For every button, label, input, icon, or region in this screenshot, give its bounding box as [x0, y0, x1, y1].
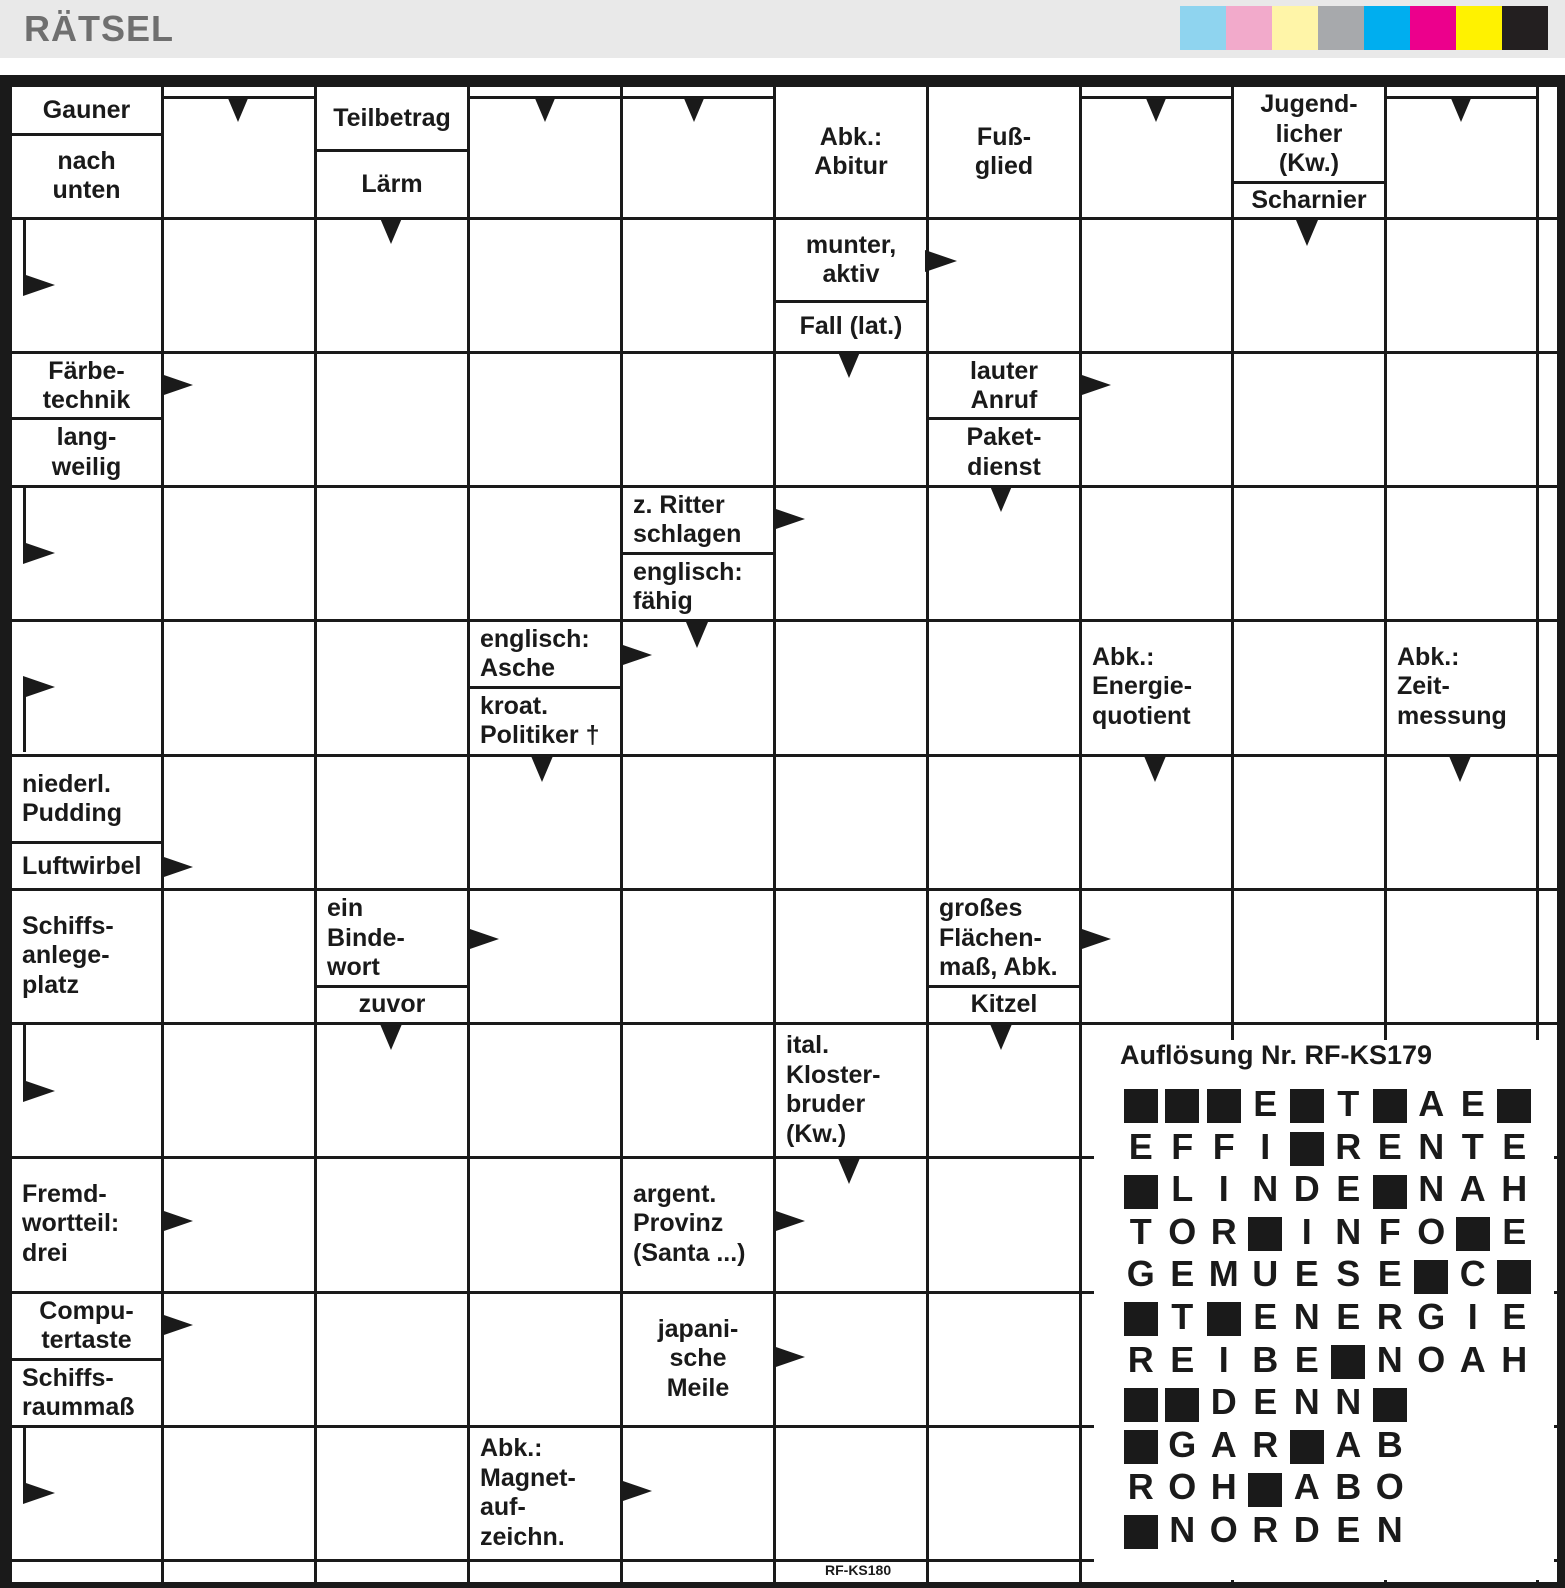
solution-letter: E: [1460, 1083, 1485, 1124]
solution-letter: E: [1294, 1338, 1319, 1380]
solution-row: [1120, 1297, 1535, 1337]
clue-lauter_anruf: lauter Anruf: [969, 356, 1039, 414]
clue-zuvor: zuvor: [358, 990, 426, 1019]
clue-divider: [9, 1358, 164, 1361]
arrow-right-icon: [773, 508, 805, 530]
solution-letter: N: [1418, 1168, 1445, 1210]
solution-block: [1245, 1467, 1287, 1507]
clue-klosterbruder: ital. Kloster- bruder (Kw.): [786, 1031, 881, 1148]
clue-divider: [9, 417, 164, 420]
solution-block: [1452, 1212, 1494, 1252]
color-swatch: [1272, 6, 1318, 50]
solution-letter: G: [1126, 1253, 1155, 1295]
clue-divider: [926, 985, 1082, 988]
clue-munter: munter, aktiv: [805, 230, 897, 288]
flag-pole: [23, 1428, 26, 1502]
solution-letter: H: [1501, 1168, 1528, 1210]
solution-letter: N: [1418, 1125, 1445, 1167]
clue-fremdwortteil: Fremd- wortteil: drei: [22, 1179, 120, 1267]
solution-letter: E: [1253, 1083, 1278, 1124]
solution-letter: T: [1171, 1296, 1194, 1337]
solution-letter: D: [1293, 1509, 1320, 1550]
solution-letter: C: [1459, 1253, 1486, 1295]
grid-line-horizontal: [9, 485, 1557, 488]
solution-letter: D: [1293, 1168, 1320, 1210]
clue-gauner: Gauner: [42, 96, 131, 125]
solution-letter: A: [1459, 1338, 1486, 1380]
solution-letter: E: [1253, 1296, 1278, 1337]
clue-pudding: niederl. Pudding: [22, 769, 122, 827]
solution-letter: I: [1218, 1168, 1229, 1210]
solution-block: [1203, 1084, 1245, 1124]
solution-letter: E: [1294, 1253, 1319, 1295]
solution-letter: T: [1337, 1083, 1360, 1124]
arrow-down-icon: [990, 1024, 1012, 1050]
arrow-right-icon: [773, 1210, 805, 1232]
solution-letter: O: [1168, 1210, 1197, 1252]
solution-title: Auflösung Nr. RF-KS179: [1120, 1040, 1433, 1070]
arrow-right-icon: [161, 1210, 193, 1232]
solution-letter: A: [1335, 1423, 1362, 1465]
solution-letter: S: [1336, 1253, 1361, 1295]
solution-block: [1494, 1084, 1536, 1124]
color-swatch: [1180, 6, 1226, 50]
solution-letter: D: [1210, 1381, 1237, 1423]
solution-letter: N: [1376, 1509, 1403, 1550]
solution-block: [1411, 1254, 1453, 1294]
solution-letter: O: [1209, 1509, 1238, 1550]
solution-letter: N: [1293, 1296, 1320, 1337]
arrow-right-icon: [23, 1080, 55, 1102]
clue-laerm: Lärm: [361, 170, 423, 199]
solution-letter: N: [1376, 1338, 1403, 1380]
solution-letter: O: [1417, 1210, 1446, 1252]
clue-flaechenmass: großes Flächen- maß, Abk.: [939, 894, 1058, 982]
arrow-right-icon: [620, 644, 652, 666]
arrow-down-icon: [838, 352, 860, 378]
solution-letter: A: [1459, 1168, 1486, 1210]
flag-pole: [23, 488, 26, 561]
clue-ritter: z. Ritter schlagen: [633, 490, 742, 548]
solution-block: [1120, 1425, 1162, 1465]
clue-energiequotient: Abk.: Energie- quotient: [1092, 642, 1193, 730]
clue-asche: englisch: Asche: [480, 624, 590, 682]
solution-row: [1120, 1212, 1535, 1252]
arrow-down-icon: [686, 622, 708, 648]
clue-kitzel: Kitzel: [970, 990, 1038, 1019]
clue-schiffsanlegeplatz: Schiffs- anlege- platz: [22, 911, 114, 999]
solution-letter: E: [1502, 1296, 1527, 1337]
arrow-right-icon: [161, 374, 193, 396]
arrow-down-icon: [683, 96, 705, 122]
solution-row: [1120, 1340, 1535, 1380]
solution-letter: T: [1461, 1125, 1484, 1167]
clue-abk_abitur: Abk.: Abitur: [814, 122, 888, 180]
clue-fussglied: Fuß- glied: [974, 122, 1034, 180]
arrow-right-icon: [161, 1314, 193, 1336]
solution-row: [1120, 1510, 1411, 1550]
solution-block: [1494, 1254, 1536, 1294]
clue-divider: [773, 300, 929, 303]
clue-fall_lat: Fall (lat.): [799, 312, 903, 341]
color-swatch: [1226, 6, 1272, 50]
solution-letter: N: [1293, 1381, 1320, 1423]
solution-letter: R: [1252, 1423, 1279, 1465]
solution-block: [1286, 1127, 1328, 1167]
clue-computertaste: Compu- tertaste: [39, 1296, 134, 1354]
solution-letter: R: [1210, 1210, 1237, 1252]
solution-block: [1120, 1382, 1162, 1422]
grid-line-horizontal: [9, 619, 1557, 622]
solution-row: [1120, 1127, 1535, 1167]
solution-block: [1120, 1297, 1162, 1337]
arrow-down-icon: [1449, 756, 1471, 782]
clue-divider: [1231, 181, 1387, 184]
arrow-right-icon: [1079, 928, 1111, 950]
solution-letter: A: [1418, 1083, 1445, 1124]
solution-block: [1369, 1169, 1411, 1209]
solution-letter: I: [1467, 1296, 1478, 1337]
solution-letter: E: [1502, 1210, 1527, 1252]
arrow-right-icon: [161, 856, 193, 878]
solution-row: [1120, 1425, 1411, 1465]
arrow-down-icon: [380, 218, 402, 244]
clue-divider: [620, 552, 776, 555]
arrow-down-icon: [531, 756, 553, 782]
arrow-down-icon: [1296, 220, 1318, 246]
color-swatch: [1318, 6, 1364, 50]
solution-letter: E: [1336, 1296, 1361, 1337]
clue-schiffsraummass: Schiffs- raummaß: [22, 1363, 135, 1421]
solution-letter: U: [1252, 1253, 1279, 1295]
clue-kroat: kroat. Politiker †: [480, 691, 600, 749]
color-swatches: [1180, 6, 1548, 50]
solution-letter: E: [1377, 1125, 1402, 1167]
solution-block: [1286, 1084, 1328, 1124]
solution-letter: L: [1171, 1168, 1194, 1210]
solution-block: [1120, 1084, 1162, 1124]
solution-letter: O: [1375, 1466, 1404, 1508]
clue-jugendlicher: Jugend- licher (Kw.): [1260, 90, 1358, 178]
arrow-right-icon: [23, 542, 55, 564]
solution-row: [1120, 1169, 1535, 1209]
solution-block: [1245, 1212, 1287, 1252]
solution-letter: E: [1377, 1253, 1402, 1295]
arrow-down-icon: [990, 486, 1012, 512]
grid-line-horizontal: [9, 351, 1557, 354]
solution-letter: F: [1378, 1210, 1401, 1252]
color-swatch: [1502, 6, 1548, 50]
clue-scharnier: Scharnier: [1251, 186, 1367, 215]
solution-letter: N: [1169, 1509, 1196, 1550]
solution-letter: O: [1168, 1466, 1197, 1508]
clue-divider: [9, 841, 164, 844]
arrow-right-icon: [773, 1346, 805, 1368]
clue-divider: [926, 417, 1082, 420]
solution-letter: R: [1335, 1125, 1362, 1167]
solution-row: [1120, 1382, 1411, 1422]
solution-letter: F: [1212, 1125, 1235, 1167]
clue-paketdienst: Paket- dienst: [966, 423, 1042, 481]
arrow-right-icon: [1079, 374, 1111, 396]
solution-letter: F: [1171, 1125, 1194, 1167]
clue-magnet: Abk.: Magnet- auf- zeichn.: [480, 1434, 576, 1551]
clue-bindewort: ein Binde- wort: [327, 894, 405, 982]
solution-block: [1328, 1340, 1370, 1380]
solution-block: [1120, 1169, 1162, 1209]
clue-divider: [314, 149, 470, 152]
solution-letter: I: [1218, 1338, 1229, 1380]
solution-block: [1369, 1382, 1411, 1422]
solution-letter: R: [1127, 1466, 1154, 1508]
puzzle-code: RF-KS180: [825, 1562, 892, 1578]
clue-langweilig: lang- weilig: [51, 423, 122, 481]
solution-letter: M: [1208, 1253, 1239, 1295]
flag-pole: [23, 678, 26, 752]
solution-block: [1286, 1425, 1328, 1465]
solution-letter: R: [1127, 1338, 1154, 1380]
solution-letter: O: [1417, 1338, 1446, 1380]
grid-line-horizontal: [9, 888, 1557, 891]
solution-block: [1162, 1382, 1204, 1422]
clue-provinz: argent. Provinz (Santa ...): [633, 1179, 746, 1267]
solution-box: [1094, 1040, 1554, 1580]
header-bar: [0, 0, 1565, 58]
flag-pole: [23, 1024, 26, 1098]
solution-block: [1203, 1297, 1245, 1337]
solution-letter: E: [1253, 1381, 1278, 1423]
clue-luftwirbel: Luftwirbel: [22, 851, 142, 880]
solution-letter: B: [1252, 1338, 1279, 1380]
solution-letter: N: [1252, 1168, 1279, 1210]
clue-meile: japani- sche Meile: [657, 1314, 739, 1402]
arrow-down-icon: [838, 1158, 860, 1184]
color-swatch: [1410, 6, 1456, 50]
clue-divider: [314, 985, 470, 988]
arrow-down-icon: [227, 96, 249, 122]
solution-letter: E: [1336, 1168, 1361, 1210]
solution-letter: A: [1293, 1466, 1320, 1508]
solution-letter: I: [1260, 1125, 1271, 1167]
arrow-right-icon: [925, 250, 957, 272]
arrow-right-icon: [467, 928, 499, 950]
solution-letter: H: [1210, 1466, 1237, 1508]
solution-letter: T: [1129, 1210, 1152, 1252]
solution-letter: B: [1376, 1423, 1403, 1465]
page-title: RÄTSEL: [24, 8, 174, 49]
solution-letter: E: [1170, 1338, 1195, 1380]
arrow-down-icon: [534, 96, 556, 122]
grid-line-vertical: [467, 84, 470, 1582]
solution-letter: E: [1170, 1253, 1195, 1295]
arrow-down-icon: [1450, 96, 1472, 122]
solution-letter: R: [1376, 1296, 1403, 1337]
grid-line-vertical: [1079, 84, 1082, 1582]
arrow-right-icon: [23, 676, 55, 698]
solution-letter: E: [1336, 1509, 1361, 1550]
solution-letter: R: [1252, 1509, 1279, 1550]
solution-letter: E: [1502, 1125, 1527, 1167]
arrow-right-icon: [23, 1482, 55, 1504]
clue-teilbetrag: Teilbetrag: [333, 104, 451, 133]
color-swatch: [1364, 6, 1410, 50]
clue-zeitmessung: Abk.: Zeit- messung: [1397, 642, 1507, 730]
clue-divider: [467, 686, 623, 689]
clue-faehig: englisch: fähig: [633, 557, 743, 615]
clue-divider: [9, 133, 164, 136]
solution-letter: B: [1335, 1466, 1362, 1508]
solution-letter: G: [1417, 1296, 1446, 1337]
clue-faerbetechnik: Färbe- technik: [42, 356, 131, 414]
arrow-down-icon: [380, 1024, 402, 1050]
solution-letter: N: [1335, 1210, 1362, 1252]
solution-block: [1162, 1084, 1204, 1124]
solution-letter: A: [1210, 1423, 1237, 1465]
solution-block: [1369, 1084, 1411, 1124]
solution-row: [1120, 1084, 1535, 1124]
arrow-right-icon: [620, 1480, 652, 1502]
solution-letter: G: [1168, 1423, 1197, 1465]
solution-letter: I: [1301, 1210, 1312, 1252]
grid-line-vertical: [314, 84, 317, 1582]
flag-pole: [23, 220, 26, 293]
arrow-down-icon: [1145, 96, 1167, 122]
solution-letter: N: [1335, 1381, 1362, 1423]
solution-row: [1120, 1254, 1535, 1294]
grid-line-horizontal: [9, 754, 1557, 757]
arrow-right-icon: [23, 274, 55, 296]
clue-nach_unten: nach unten: [52, 146, 121, 204]
solution-block: [1120, 1510, 1162, 1550]
grid-line-vertical: [926, 84, 929, 1582]
solution-row: [1120, 1467, 1411, 1507]
color-swatch: [1456, 6, 1502, 50]
solution-letter: H: [1501, 1338, 1528, 1380]
arrow-down-icon: [1144, 756, 1166, 782]
solution-letter: E: [1128, 1125, 1153, 1167]
